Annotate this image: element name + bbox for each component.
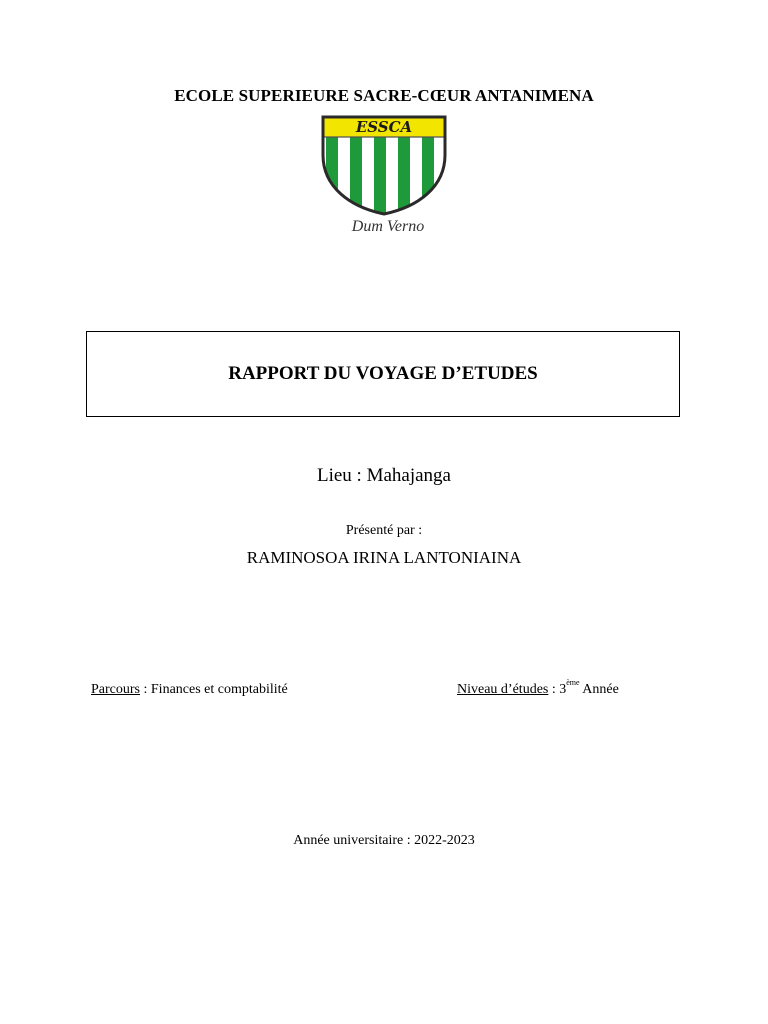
niveau-number: 3 (559, 682, 567, 697)
report-title: RAPPORT DU VOYAGE D’ETUDES (228, 363, 538, 384)
parcours-separator: : (140, 682, 151, 697)
student-name: RAMINOSOA IRINA LANTONIAINA (246, 548, 522, 567)
parcours-line (91, 682, 288, 698)
niveau-suffix: Année (579, 682, 619, 697)
niveau-superscript: ème (566, 678, 580, 688)
niveau-separator: : (548, 682, 560, 697)
academic-year: Année universitaire : 2022-2023 (293, 833, 475, 848)
niveau-line (457, 678, 619, 698)
school-name: ECOLE SUPERIEURE SACRE-CŒUR ANTANIMENA (174, 86, 594, 105)
presented-by-label: Présenté par : (345, 523, 423, 538)
parcours-label: Parcours (91, 682, 140, 697)
niveau-label: Niveau d’études (457, 682, 549, 697)
school-logo (318, 115, 450, 239)
parcours-value: Finances et comptabilité (150, 682, 288, 697)
location-line: Lieu : Mahajanga (316, 465, 451, 486)
logo-motto: Dum Verno (351, 218, 425, 235)
logo-banner-text: ESSCA (355, 118, 413, 136)
title-box (86, 331, 680, 417)
